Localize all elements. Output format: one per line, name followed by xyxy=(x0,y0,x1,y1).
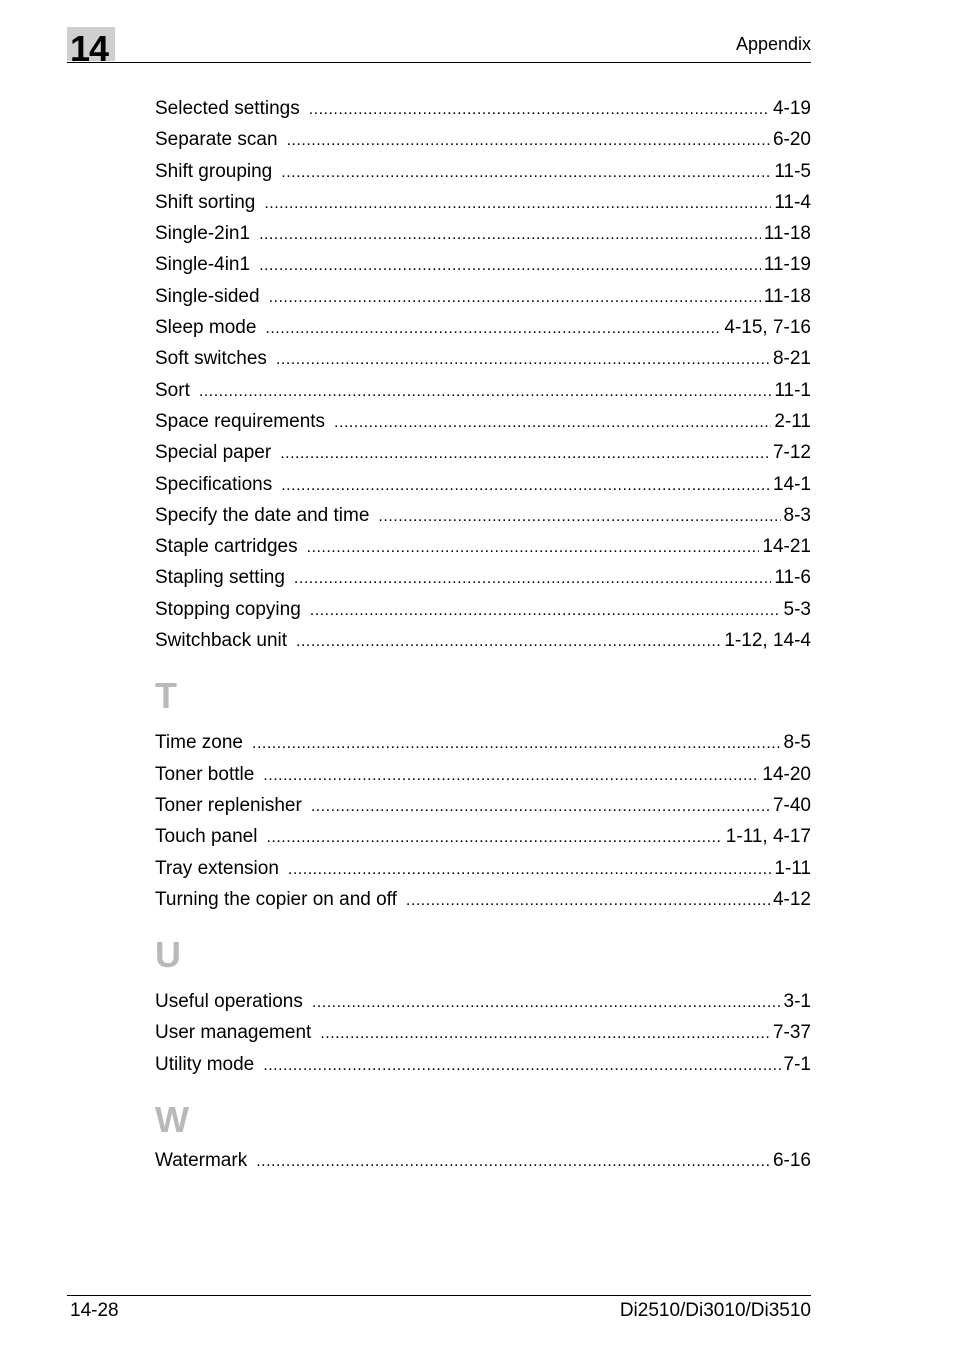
index-entry xyxy=(155,790,811,821)
dot-leader xyxy=(296,626,721,657)
index-entry xyxy=(155,594,811,625)
index-entry xyxy=(155,406,811,437)
index-term: Tray extension xyxy=(155,857,279,879)
index-term: Single-2in1 xyxy=(155,223,251,245)
dot-leader xyxy=(281,157,771,188)
index-entry xyxy=(155,437,811,468)
dot-leader xyxy=(276,344,770,375)
index-entry xyxy=(155,625,811,656)
index-term: Single-sided xyxy=(155,285,260,307)
index-pages: 6-16 xyxy=(772,1150,811,1172)
index-pages: 11-6 xyxy=(774,567,811,589)
index-pages: 5-3 xyxy=(783,598,811,620)
index-term: Stopping copying xyxy=(155,598,301,620)
section-letter-u: U xyxy=(155,934,181,976)
dot-leader xyxy=(311,791,770,822)
index-term: Shift sorting xyxy=(155,191,256,213)
dot-leader xyxy=(263,1050,780,1081)
index-entry xyxy=(155,249,811,280)
index-pages: 8-21 xyxy=(772,348,811,370)
index-pages: 7-12 xyxy=(772,442,811,464)
index-pages: 1-11 xyxy=(774,857,811,879)
index-term: Watermark xyxy=(155,1150,248,1172)
index-term: Specify the date and time xyxy=(155,504,370,526)
index-term: Sleep mode xyxy=(155,317,257,339)
index-entry xyxy=(155,1145,811,1176)
index-pages: 14-1 xyxy=(772,473,811,495)
dot-leader xyxy=(280,438,770,469)
index-entry xyxy=(155,156,811,187)
index-pages: 11-18 xyxy=(763,223,811,245)
section-title: Appendix xyxy=(735,34,811,54)
dot-leader xyxy=(259,219,761,250)
index-entry xyxy=(155,312,811,343)
index-pages: 4-19 xyxy=(772,98,811,119)
index-term: Useful operations xyxy=(155,991,303,1013)
index-term: Single-4in1 xyxy=(155,254,251,276)
index-term: Space requirements xyxy=(155,410,326,432)
index-entry xyxy=(155,93,811,124)
dot-leader xyxy=(309,94,770,125)
index-term: Stapling setting xyxy=(155,567,285,589)
dot-leader xyxy=(252,728,781,759)
chapter-number: 14 xyxy=(70,28,109,69)
index-entry xyxy=(155,531,811,562)
model-names: Di2510/Di3010/Di3510 xyxy=(619,1300,811,1321)
dot-leader xyxy=(334,407,771,438)
index-pages: 7-37 xyxy=(772,1022,811,1044)
footer-divider xyxy=(67,1295,811,1296)
index-entry xyxy=(155,986,811,1017)
index-pages: 4-12 xyxy=(772,888,811,910)
index-term: Toner bottle xyxy=(155,763,255,785)
dot-leader xyxy=(307,532,760,563)
index-term: Soft switches xyxy=(155,348,267,370)
dot-leader xyxy=(294,563,771,594)
index-pages: 6-20 xyxy=(772,129,811,151)
index-term: Selected settings xyxy=(155,98,300,119)
index-entry xyxy=(155,759,811,790)
index-entry xyxy=(155,218,811,249)
index-pages: 7-1 xyxy=(783,1053,811,1075)
index-entry xyxy=(155,1017,811,1048)
page-number: 14-28 xyxy=(70,1300,119,1321)
index-entry xyxy=(155,562,811,593)
index-term: Separate scan xyxy=(155,129,278,151)
index-list xyxy=(155,93,811,1176)
dot-leader xyxy=(256,1146,770,1177)
dot-leader xyxy=(406,885,770,916)
index-entry xyxy=(155,124,811,155)
dot-leader xyxy=(269,282,761,313)
index-entry xyxy=(155,500,811,531)
dot-leader xyxy=(288,854,771,885)
index-pages: 4-15, 7-16 xyxy=(724,317,811,339)
index-pages: 11-5 xyxy=(774,160,811,182)
dot-leader xyxy=(266,822,722,853)
index-term: Special paper xyxy=(155,442,272,464)
index-term: Specifications xyxy=(155,473,273,495)
index-pages: 3-1 xyxy=(783,991,811,1013)
dot-leader xyxy=(320,1018,770,1049)
index-term: Utility mode xyxy=(155,1053,255,1075)
index-entry xyxy=(155,853,811,884)
index-entry xyxy=(155,187,811,218)
index-term: Turning the copier on and off xyxy=(155,888,397,910)
index-term: Shift grouping xyxy=(155,160,273,182)
dot-leader xyxy=(310,595,781,626)
index-pages: 2-11 xyxy=(774,410,811,432)
index-pages: 8-5 xyxy=(783,732,811,754)
dot-leader xyxy=(199,376,772,407)
dot-leader xyxy=(281,470,770,501)
index-term: Sort xyxy=(155,379,190,401)
index-pages: 1-11, 4-17 xyxy=(725,826,811,848)
dot-leader xyxy=(259,250,761,281)
index-entry xyxy=(155,281,811,312)
header-divider xyxy=(67,62,811,63)
section-letter-t: T xyxy=(155,675,177,717)
dot-leader xyxy=(263,760,759,791)
index-pages: 11-1 xyxy=(774,379,811,401)
index-term: Time zone xyxy=(155,732,243,754)
index-pages: 1-12, 14-4 xyxy=(724,630,811,652)
index-entry xyxy=(155,727,811,758)
index-pages: 11-4 xyxy=(774,191,811,213)
dot-leader xyxy=(287,125,770,156)
dot-leader xyxy=(312,987,781,1018)
index-entry xyxy=(155,469,811,500)
dot-leader xyxy=(378,501,780,532)
index-term: Touch panel xyxy=(155,826,258,848)
index-pages: 8-3 xyxy=(783,504,811,526)
section-letter-w: W xyxy=(155,1099,189,1141)
index-entry xyxy=(155,1049,811,1080)
dot-leader xyxy=(264,188,771,219)
index-term: User management xyxy=(155,1022,312,1044)
index-pages: 11-18 xyxy=(763,285,811,307)
index-term: Switchback unit xyxy=(155,630,288,652)
index-pages: 14-20 xyxy=(762,763,811,785)
index-pages: 14-21 xyxy=(762,536,811,558)
index-pages: 11-19 xyxy=(763,254,811,276)
index-entry xyxy=(155,375,811,406)
index-entry xyxy=(155,884,811,915)
index-pages: 7-40 xyxy=(772,794,811,816)
index-entry xyxy=(155,343,811,374)
dot-leader xyxy=(265,313,721,344)
index-term: Toner replenisher xyxy=(155,794,302,816)
index-term: Staple cartridges xyxy=(155,536,298,558)
index-entry xyxy=(155,821,811,852)
